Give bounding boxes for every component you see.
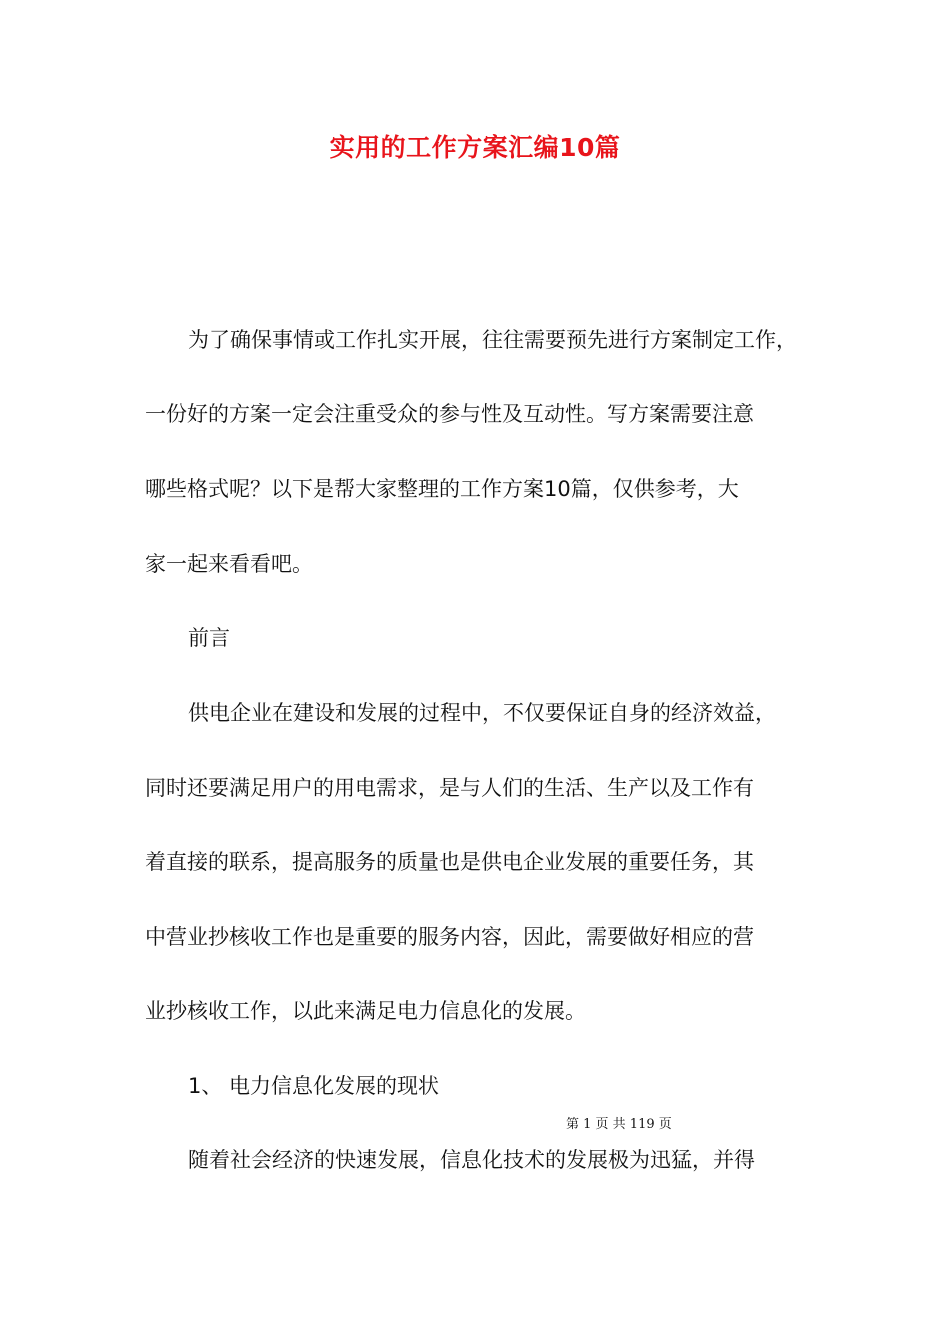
paragraph-line: 着直接的联系，提高服务的质量也是供电企业发展的重要任务，其 bbox=[145, 850, 754, 874]
document-title: 实用的工作方案汇编10篇 bbox=[329, 133, 621, 162]
section-heading-1: 1、 电力信息化发展的现状 bbox=[188, 1074, 440, 1098]
paragraph-line: 供电企业在建设和发展的过程中，不仅要保证自身的经济效益， bbox=[188, 701, 776, 725]
section-heading-preface: 前言 bbox=[188, 626, 230, 650]
paragraph-line: 为了确保事情或工作扎实开展，往往需要预先进行方案制定工作， bbox=[188, 328, 797, 352]
paragraph-line: 同时还要满足用户的用电需求，是与人们的生活、生产以及工作有 bbox=[145, 776, 754, 800]
page-footer: 第 1 页 共 119 页 bbox=[566, 1117, 672, 1132]
paragraph-line: 家一起来看看吧。 bbox=[145, 552, 313, 576]
paragraph-line: 一份好的方案一定会注重受众的参与性及互动性。写方案需要注意 bbox=[145, 402, 754, 426]
paragraph-line: 哪些格式呢？以下是帮大家整理的工作方案10篇，仅供参考，大 bbox=[145, 477, 739, 501]
paragraph-line: 随着社会经济的快速发展，信息化技术的发展极为迅猛，并得 bbox=[188, 1148, 755, 1172]
paragraph-line: 业抄核收工作，以此来满足电力信息化的发展。 bbox=[145, 999, 586, 1023]
paragraph-line: 中营业抄核收工作也是重要的服务内容，因此，需要做好相应的营 bbox=[145, 925, 754, 949]
